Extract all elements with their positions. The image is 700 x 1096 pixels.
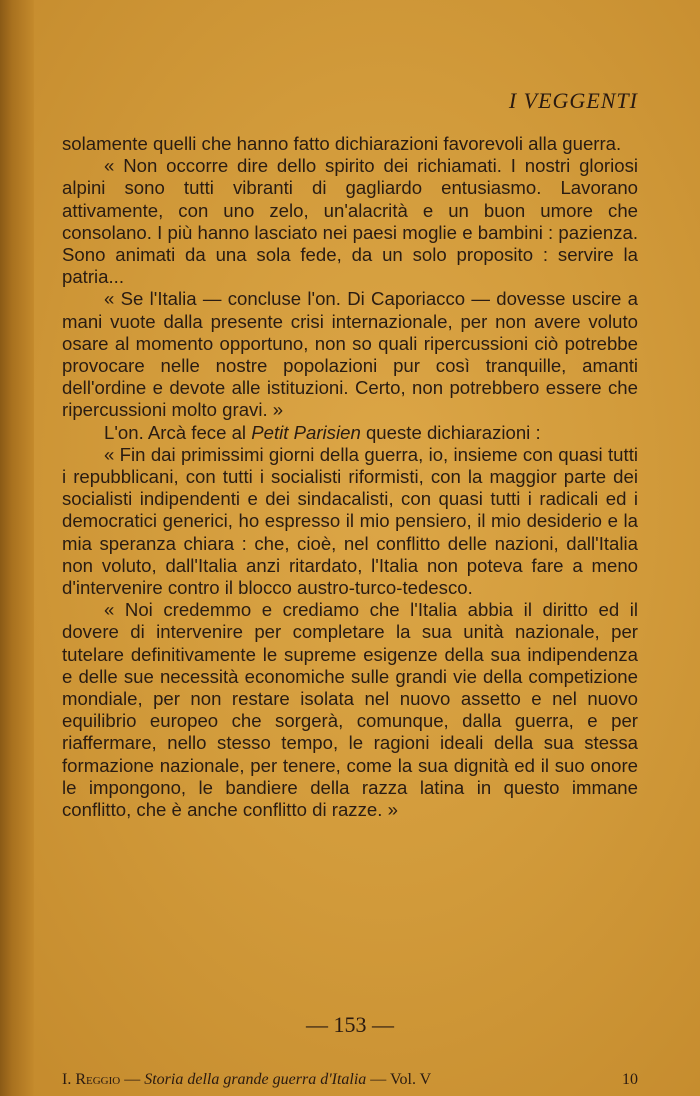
paragraph-text: queste dichiarazioni : [360,421,541,443]
page-number: — 153 — [306,1012,394,1037]
page-spine-shadow [0,0,34,1096]
paragraph [62,422,638,444]
paragraph: « Se l'Italia — concluse l'on. Di Caporiacco — dovesse uscire a mani vuote dalla presente crisi internazionale, per non avere voluto osare al momento opportuno, non so quali ripercussioni ciò potrebbe provocare nelle nostre popolazioni pur così tranquille, amanti dell'ordine e devote alle istituzioni. Certo, non potrebbero essere che ripercussioni molto gravi. » [62,288,638,421]
running-head: I VEGGENTI [508,88,638,113]
paragraph: « Noi credemmo e crediamo che l'Italia abbia il diritto ed il dovere di intervenire per completare la sua unità nazionale, per tutelare definitivamente le supreme esigenze della sua indipendenza e delle sue necessità economiche sulle grandi vie della competizione mondiale, per non restare isolata nel nuovo assetto e nel nuovo equilibrio europeo che sorgerà, comunque, dalla guerra, e per riaffermare, nello stesso tempo, le ragioni ideali della sua stessa formazione nazionale, per tenere, come la sua dignità ed il suo onore le impongono, le bandiere della razza latina in questo immane conflitto, che è anche conflitto di razze. » [62,599,638,821]
footer-signature: 10 [622,1071,638,1088]
footer-volume: — Vol. V [366,1071,432,1088]
footer-book-title: Storia della grande guerra d'Italia [144,1071,367,1088]
page-footer [62,1071,638,1089]
body-text [62,133,638,821]
paragraph-text: L'on. Arcà fece al [104,421,252,443]
paragraph: solamente quelli che hanno fatto dichiarazioni favorevoli alla guerra. [62,133,622,154]
newspaper-title: Petit Parisien [251,421,361,443]
footer-author: I. Reggio [62,1071,121,1088]
paragraph: « Fin dai primissimi giorni della guerra, io, insieme con quasi tutti i repubblicani, con tutti i socialisti riformisti, con la maggior parte dei socialisti indipendenti e dei sindacalisti, con quasi tutti i radicali ed i democratici generici, ho espresso il mio pensiero, il mio desiderio e la mia speranza chiara : che, cioè, nel conflitto delle nazioni, dall'Italia non voluto, dall'Italia anzi ritardato, l'Italia non poteva fare a meno d'intervenire contro il blocco austro-turco-tedesco. [62,443,638,599]
paragraph: « Non occorre dire dello spirito dei richiamati. I nostri gloriosi alpini sono tutti vibranti di gagliardo entusiasmo. Lavorano attivamente, con uno zelo, un'alacrità e un buon umore che consolano. I più hanno lasciato nei paesi moglie e bambini : pazienza. Sono animati da una sola fede, da un solo proposito : servire la patria... [62,155,638,288]
footer-citation [62,1071,431,1089]
footer-dash: — [120,1071,145,1088]
